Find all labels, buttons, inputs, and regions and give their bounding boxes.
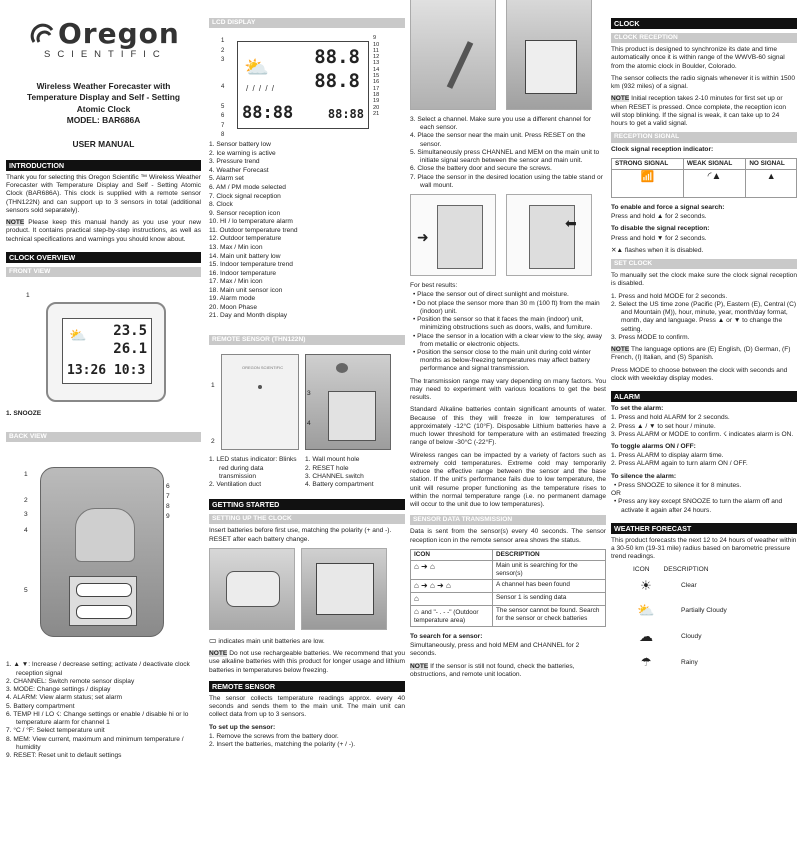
battery-compartment-image [69,576,137,626]
lcd-callout-10: 10 [373,41,380,48]
front-view-heading: FRONT VIEW [6,267,201,277]
clock-radio-text: The sensor collects the radio signals whenever it is within 1500 km (932 miles) of a signal. [611,74,795,91]
doc-model: MODEL: BAR686A [66,114,141,125]
arrow-right-icon: ➜ [417,229,429,246]
lcd-screen-image [237,41,369,129]
lcd-item-11: 11. Outdoor temperature trend [209,226,298,234]
back-callout-5: 5 [24,587,28,595]
lcd-temp2: 88.8 [314,70,360,93]
doc-manual-title: USER MANUAL [72,139,135,150]
remote-sensor-heading: REMOTE SENSOR [209,681,405,692]
forecast-table-header [611,566,797,574]
toggle-alarm-step-1: 1. Press ALARM to display alarm time. [611,452,724,460]
set-alarm-steps [611,414,797,439]
setup-step-5: 5. Simultaneously press CHANNEL and MEM on the main unit to initiate signal search between the sensor and main unit. [410,148,600,165]
front-callout: 1 [26,292,30,300]
column-4 [611,0,797,851]
battery-note-text: Do not use rechargeable batteries. We recommend that you use alkaline batteries with this product for longer usage and lithium batteries in temperatures below freezing. [209,650,405,674]
forecast-col-icon: ICON [633,565,650,573]
remote-back-list [305,456,401,489]
battery-low-line [209,636,405,646]
remote-front-item-1: 1. LED status indicator: Blinks red during data transmission [209,456,297,480]
column-1 [6,0,201,851]
overview-heading: CLOCK OVERVIEW [6,252,201,263]
sensor-mount-figures [410,194,606,278]
setup-step-6: 6. Close the battery door and secure the screws. [410,165,552,173]
lcd-item-7: 7. Clock signal reception [209,192,281,200]
table-row [411,560,606,579]
disable-signal-text: Press and hold ▼ for 2 seconds. [611,234,707,242]
back-callout-7: 7 [166,493,170,501]
table-row [411,579,606,592]
channel-found-icon: ⌂ ➜ ⌂ ➜ ⌂ [411,579,493,592]
lcd-item-15: 15. Indoor temperature trend [209,261,293,269]
sensor-table-col-desc: DESCRIPTION [493,549,606,560]
clock-reception-heading: CLOCK RECEPTION [611,33,797,43]
lcd-callout-12: 12 [373,54,380,61]
battery-note [209,650,405,675]
best-results-heading: For best results: [410,282,458,290]
back-view-figure [6,445,201,655]
lcd-item-8: 8. Clock [209,201,233,209]
remote-callout-4: 4 [307,420,311,428]
signal-disabled-line [611,247,797,255]
alkaline-text: Standard Alkaline batteries contain significant amounts of water. Because of this they will freeze in low temperatures of approximately -12°C (10°F). Disposable Lithium batteries have a much lower threshold for temperature with an estimated freezing range of below -30°C (-22°F). [410,406,606,447]
lcd-item-9: 9. Sensor reception icon [209,209,281,217]
forecast-row [611,574,797,598]
column-2 [209,0,405,851]
lcd-item-3: 3. Pressure trend [209,158,260,166]
lcd-callout-1: 1 [221,38,225,45]
toggle-alarm-step-2: 2. Press ALARM again to turn alarm ON / OFF. [611,460,748,468]
back-item-6: 6. TEMP HI / LO ☇: Change settings or enable / disable hi or lo temperature alarm for channel 1 [6,710,189,727]
silence-alarm-list-2 [611,498,797,514]
best-item-1: • Place the sensor out of direct sunlight and moisture. [413,291,569,299]
clock-note-label: NOTE [611,95,630,103]
silence-alarm-heading: To silence the alarm: [611,472,677,480]
lcd-callout-7: 7 [221,122,225,129]
battery-low-icon: ▭ [209,635,217,645]
table-row [411,605,606,626]
sending-data-icon: ⌂ [411,592,493,605]
set-alarm-heading: To set the alarm: [611,405,664,413]
forecast-cloudy-label: Cloudy [681,632,702,640]
sensor-data-table [410,549,606,627]
silence-or: OR [611,490,621,498]
back-item-8: 8. MEM: View current, maximum and minimum temperature / humidity [6,735,184,751]
back-item-3: 3. MODE: Change settings / display [6,686,111,694]
lcd-item-6: 6. AM / PM mode selected [209,184,286,192]
remote-front-list [209,456,301,489]
sensor-row-4-desc: The sensor cannot be found. Search for the sensor or check batteries [493,605,606,626]
intro-note-label: NOTE [6,219,25,227]
front-time: 13:26 10:3 [67,362,146,378]
back-callout-8: 8 [166,503,170,511]
set-clock-step-2: 2. Select the US time zone (Pacific (P), Eastern (E), Central (C) and Mountain (M)), hour, minute, year, month/day format, month, day and language. Press ▲ or ▼ to change the setting. [611,300,797,333]
signal-table [611,158,797,198]
lcd-callout-16: 16 [373,79,380,86]
remote-back-item-1: 1. Wall mount hole [305,456,360,464]
weak-signal-label: WEAK SIGNAL [683,158,746,169]
signal-disabled-icon: ✕▲ [611,246,624,254]
setting-up-heading: SETTING UP THE CLOCK [209,514,405,524]
lcd-time: 88:88 [242,102,294,123]
back-item-4: 4. ALARM: View alarm status; set alarm [6,694,123,702]
front-temp1: 23.5 [113,323,147,340]
setup-step-3: 3. Select a channel. Make sure you use a different channel for each sensor. [410,116,591,132]
best-item-2: • Do not place the sensor more than 30 m (100 ft) from the main (indoor) unit. [413,299,600,315]
back-callout-9: 9 [166,513,170,521]
forecast-heading: WEATHER FORECAST [611,523,797,534]
reception-signal-heading: RECEPTION SIGNAL [611,132,797,142]
lcd-callout-5: 5 [221,103,225,110]
best-item-5: • Position the sensor close to the main unit during cold winter months as below-freezing temperatures may affect battery performance and signal transmission. [413,348,591,373]
lcd-item-12: 12. Outdoor temperature [209,235,282,243]
search-sensor-text: Simultaneously, press and hold MEM and CHANNEL for 2 seconds. [410,642,580,658]
remote-sensor-text: The sensor collects temperature readings approx. every 40 seconds and sends them to the main unit. The main unit can collect data from up to 3 sensors. [209,694,405,719]
lcd-item-21: 21. Day and Month display [209,312,288,320]
silence-item-2: • Press any key except SNOOZE to turn the alarm off and activate it again after 24 hours. [614,498,783,514]
lcd-callout-18: 18 [373,91,380,98]
sensor-setup-step-1: 1. Remove the screws from the battery door. [209,732,339,740]
front-temp2: 26.1 [113,341,147,358]
lcd-item-1: 1. Sensor battery low [209,141,271,149]
intro-heading: INTRODUCTION [6,160,201,171]
remote-lists [209,456,405,489]
back-item-5: 5. Battery compartment [6,702,75,710]
sun-cloud-icon: ⛅ [69,327,87,344]
disable-signal-heading: To disable the signal reception: [611,225,710,233]
remote-front-item-2: 2. Ventilation duct [209,480,262,488]
lcd-callout-11: 11 [373,47,379,54]
lcd-callout-17: 17 [373,85,380,92]
lcd-figure [209,31,405,139]
battery-note-label: NOTE [209,650,228,658]
lcd-callout-6: 6 [221,113,225,120]
weak-signal-icon: ◜▲ [683,169,746,197]
sensor-back-image [305,354,391,450]
search-note-text: If the sensor is still not found, check the batteries, obstructions, and remote unit location. [410,662,575,678]
lcd-item-14: 14. Main unit battery low [209,252,281,260]
wireless-text: Wireless ranges can be impacted by a variety of factors such as extremely cold temperatures. Extreme cold may temporarily reduce the effective range between the sensor and the base station. If the unit's performance fails due to low temperature, the unit will resume proper functioning as the temperature rises to within the normal temperature range (i.e. no permanent damage will occur to the unit due to low temperatures). [410,451,606,508]
set-alarm-step-3: 3. Press ALARM or MODE to confirm. ☇ indicates alarm is ON. [611,430,794,438]
lcd-callout-2: 2 [221,47,225,54]
table-row [411,592,606,605]
lcd-item-13: 13. Max / Min icon [209,243,263,251]
set-alarm-step-1: 1. Press and hold ALARM for 2 seconds. [611,414,730,422]
lcd-callout-13: 13 [373,60,380,67]
lcd-item-5: 5. Alarm set [209,175,244,183]
range-text: The transmission range may vary depending on many factors. You may need to experiment with various locations to get the best results. [410,377,606,402]
remote-back-item-2: 2. RESET hole [305,464,349,472]
back-view-list [6,661,201,760]
rain-icon: ☂ [640,655,652,670]
remote-back-item-3: 3. CHANNEL switch [305,472,364,480]
clock-note-text: Initial reception takes 2-10 minutes for first set up or when RESET is pressed. Once complete, the reception icon will stop blinking. If the signal is weak, it can take up to 24 hours to get a valid signal. [611,95,787,128]
sensor-setup-top-figures [410,0,606,112]
brand-logo [6,0,201,51]
sensor-setup-step-2: 2. Insert the batteries, matching the polarity (+ / -). [209,741,356,749]
lcd-list [209,141,405,321]
sensor-row-1-desc: Main unit is searching for the sensor(s) [493,560,606,579]
back-callout-2: 2 [24,497,28,505]
sensor-screw-image [410,0,496,110]
lcd-callout-15: 15 [373,73,380,80]
set-clock-steps [611,293,797,342]
remote-callout-2: 2 [211,438,215,446]
toggle-alarm-heading: To toggle alarms ON / OFF: [611,442,696,450]
lcd-callout-14: 14 [373,66,380,73]
strong-signal-label: STRONG SIGNAL [612,158,684,169]
remote-sensor-figure-heading: REMOTE SENSOR (THN122N) [209,335,405,345]
lcd-callout-21: 21 [373,110,380,117]
lcd-item-16: 16. Indoor temperature [209,269,277,277]
table-stand-image [506,194,592,276]
remote-sensor-figure [209,348,405,452]
battery-low-text: indicates main unit batteries are low. [216,637,325,645]
enable-signal-text: Press and hold ▲ for 2 seconds. [611,213,707,221]
signal-disabled-text: flashes when it is disabled. [623,246,704,254]
doc-title: Wireless Weather Forecaster with Temperature Display and Self - Setting Atomic Clock [27,80,180,114]
clock-back-image [40,467,164,637]
search-sensor-note [410,663,606,679]
arrow-left-icon: ⬅ [565,215,577,232]
battery-figures [209,548,405,632]
language-note [611,346,797,362]
set-clock-heading: SET CLOCK [611,259,797,269]
column-3 [410,0,606,851]
language-note-label: NOTE [611,346,630,354]
lcd-sun-cloud-icon: ⛅ [244,57,269,80]
clock-reception-note [611,95,797,128]
remote-callout-1: 1 [211,382,215,390]
forecast-row [611,650,797,676]
forecast-clear-label: Clear [681,581,697,589]
clock-heading: CLOCK [611,18,797,29]
lcd-callout-20: 20 [373,104,380,111]
best-item-3: • Position the sensor so that it faces the main (indoor) unit, minimizing obstructions such as doors, walls, and furniture. [413,316,593,332]
enable-signal-heading: To enable and force a signal search: [611,203,725,211]
signal-indicator-heading: Clock signal reception indicator: [611,145,714,153]
battery-insert-image [301,548,387,630]
forecast-row [611,598,797,624]
sensor-batteries-image [506,0,592,110]
sensor-table-col-icon: ICON [411,549,493,560]
language-note-text: The language options are (E) English, (D) German, (F) French, (I) Italian, and (S) Spanish. [611,346,791,362]
cloud-icon: ☁ [639,628,653,645]
strong-signal-icon: 📶 [612,169,684,197]
set-clock-step-3: 3. Press MODE to confirm. [611,333,690,341]
lcd-item-18: 18. Main unit sensor icon [209,286,283,294]
sensor-setup-heading: To set up the sensor: [209,723,276,731]
best-item-4: • Place the sensor in a location with a clear view to the sky, away from metallic or electronic objects. [413,332,603,348]
search-note-label: NOTE [410,662,429,670]
sensor-row-4-icon-text: and "- . - -" (Outdoor temperature area) [414,608,479,624]
lcd-item-2: 2. Ice warning is active [209,149,276,157]
lcd-callout-4: 4 [221,84,225,91]
sensor-row-2-desc: A channel has been found [493,579,606,592]
lcd-item-20: 20. Moon Phase [209,303,258,311]
back-callout-4: 4 [24,527,28,535]
mode-text: Press MODE to choose between the clock with seconds and clock with weekday display modes. [611,366,788,382]
logo-sub: SCIENTIFIC [44,49,167,60]
lcd-date: 88:88 [327,107,364,122]
battery-door-image [209,548,295,630]
lcd-callout-9: 9 [373,35,377,42]
silence-item-1: • Press SNOOZE to silence it for 8 minutes. [614,481,742,489]
setup-step-7: 7. Place the sensor in the desired location using the table stand or wall mount. [410,173,603,189]
clock-front-image [46,302,166,402]
no-signal-icon: ▲ [746,169,797,197]
set-clock-step-1: 1. Press and hold MODE for 2 seconds. [611,292,728,300]
clock-reception-text: This product is designed to synchronize its date and time automatically once it is within range of the WWVB-60 signal from the atomic clock in Boulder, Colorado. [611,46,785,70]
lcd-item-10: 10. HI / lo temperature alarm [209,218,293,226]
lcd-item-4: 4. Weather Forecast [209,166,269,174]
forecast-row [611,624,797,650]
intro-text: Thank you for selecting this Oregon Scientific ™ Wireless Weather Forecaster with Temperature Display and Self - Setting Atomic Clock (BAR686A). This clock is supplied with a remote sensor (THN122N) and can support up to 3 sensors in total (additional sensors sold separately). [6,173,201,214]
back-view-heading: BACK VIEW [6,432,201,442]
back-callout-1: 1 [24,471,28,479]
getting-started-heading: GETTING STARTED [209,499,405,510]
searching-icon: ⌂ ➜ ⌂ [411,560,493,579]
logo-text: Oregon [58,17,180,50]
oregon-swoosh-icon [30,22,56,46]
lcd-rain-icon: / / / / / [246,84,276,94]
back-item-7: 7. °C / °F: Select temperature unit [6,727,105,735]
lcd-callout-3: 3 [221,57,225,64]
lcd-callout-19: 19 [373,98,380,105]
back-callout-6: 6 [166,483,170,491]
sun-icon: ☀ [640,577,652,593]
front-view-figure [6,280,201,406]
front-caption: 1. SNOOZE [6,410,42,418]
setup-step-4: 4. Place the sensor near the main unit. Press RESET on the sensor. [410,132,586,148]
intro-note-text: Please keep this manual handy as you use your new product. It contains practical step-by-step instructions, as well as technical specifications and warnings you should know about. [6,219,201,243]
wall-mount-image [410,194,496,276]
remote-callout-3: 3 [307,390,311,398]
lcd-item-19: 19. Alarm mode [209,295,256,303]
lcd-item-17: 17. Max / Min icon [209,278,263,286]
forecast-col-desc: DESCRIPTION [663,565,709,573]
toggle-alarm-steps [611,452,797,468]
silence-alarm-list [611,482,797,490]
sensor-not-found-icon: ⌂ [414,606,422,616]
sensor-setup-steps [410,116,606,190]
sensor-front-image: OREGON SCIENTIFIC [221,354,299,450]
back-callout-3: 3 [24,511,28,519]
sensor-data-text: Data is sent from the sensor(s) every 40 seconds. The sensor reception icon in the remote sensor area shows the status. [410,528,606,544]
sensor-not-found-cell [411,605,493,626]
lcd-heading: LCD DISPLAY [209,18,405,28]
back-item-1: 1. ▲ ▼: Increase / decrease setting; activate / deactivate clock reception signal [6,661,190,677]
remote-back-item-4: 4. Battery compartment [305,480,374,488]
set-alarm-step-2: 2. Press ▲ / ▼ to set hour / minute. [611,422,716,430]
forecast-rainy-label: Rainy [681,658,698,666]
forecast-text: This product forecasts the next 12 to 24 hours of weather within a 30-50 km (19-31 mile) radius based on barometric pressure trend readings. [611,536,797,561]
alarm-heading: ALARM [611,391,797,402]
sensor-row-3-desc: Sensor 1 is sending data [493,592,606,605]
lcd-temp1: 88.8 [314,46,360,69]
best-results-list [410,291,606,373]
sensor-data-heading: SENSOR DATA TRANSMISSION [410,515,606,525]
back-item-9: 9. RESET: Reset unit to default settings [6,752,122,760]
set-clock-text: To manually set the clock make sure the clock signal reception is disabled. [611,272,797,288]
search-sensor-heading: To search for a sensor: [410,632,483,640]
no-signal-label: NO SIGNAL [746,158,797,169]
setup-text: Insert batteries before first use, matching the polarity (+ and -). RESET after each battery change. [209,527,392,543]
forecast-partly-cloudy-label: Partially Cloudy [681,606,727,614]
back-item-2: 2. CHANNEL: Switch remote sensor display [6,677,135,685]
intro-note [6,219,201,244]
partly-cloudy-icon: ⛅ [637,602,655,619]
lcd-callout-8: 8 [221,132,225,139]
